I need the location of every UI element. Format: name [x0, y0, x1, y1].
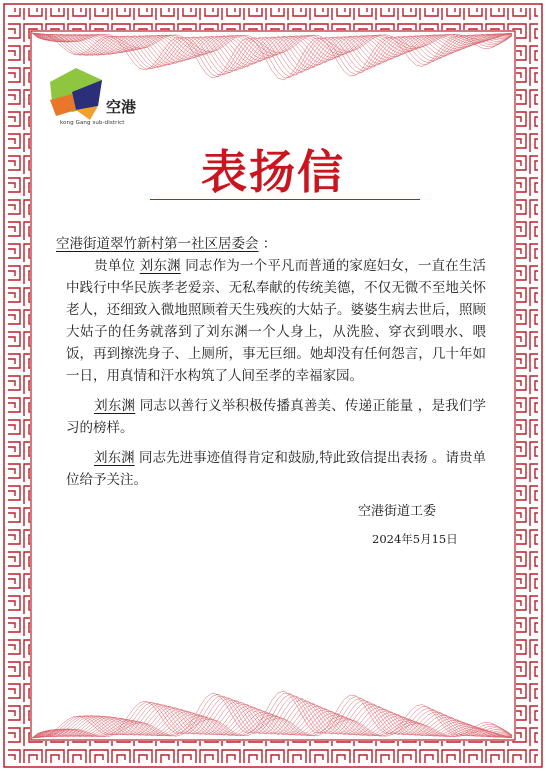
paragraph-1-text: 同志作为一个平凡而普通的家庭妇女，一直在生活中践行中华民族孝老爱亲、无私奉献的传统美德，不仅无微不至地关怀老人，还细致入微地照顾着天生残疾的大姑子。婆婆生病去世后，照顾大姑子的任务就落到了刘东渊一个人身上，从洗脸、穿衣到喂水、喂饭，再到擦洗身子、上厕所，事无巨细。她却没有任何怨言，几十年如一日，用真情和汗水构筑了人间至孝的幸福家园。 [66, 258, 487, 384]
paragraph-1-lead: 贵单位 [94, 258, 136, 274]
logo-subtitle: kong Gang sub-district [60, 120, 125, 126]
page-title: 表扬信 [201, 145, 345, 199]
signature: 空港街道工委 [358, 504, 437, 519]
logo-name: 空港 [106, 98, 137, 116]
honoree-name: 刘东渊 [139, 258, 181, 274]
addressee [56, 232, 276, 252]
addressee-colon: ： [262, 236, 277, 252]
paragraph-3 [66, 447, 486, 491]
letter-date: 2024年5月15日 [372, 532, 458, 546]
title-divider [150, 199, 420, 200]
paragraph-3-text: 同志先进事迹值得肯定和鼓励,特此致信提出表扬 。请贵单位给予关注。 [66, 450, 486, 488]
honoree-name: 刘东渊 [94, 398, 136, 414]
addressee-org: 空港街道翠竹新村第一社区居委会 [56, 236, 259, 252]
paragraph-1 [66, 255, 486, 387]
paragraph-2 [66, 395, 486, 439]
honoree-name: 刘东渊 [94, 450, 135, 466]
paragraph-2-text: 同志以善行义举积极传播真善美、传递正能量 ，是我们学习的榜样。 [66, 398, 487, 436]
letter-body [66, 255, 486, 499]
